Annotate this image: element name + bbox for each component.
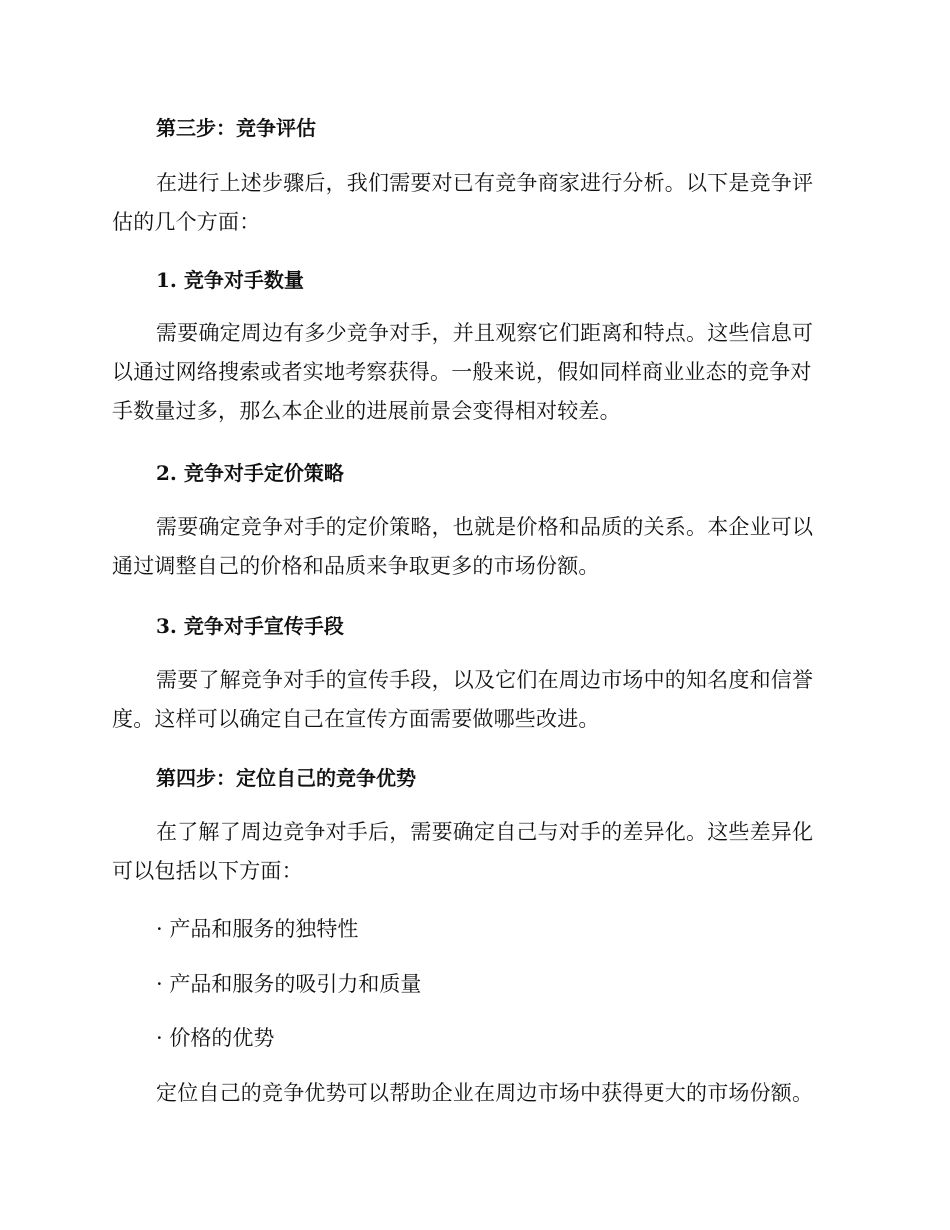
list-item: · 产品和服务的吸引力和质量 (156, 972, 422, 996)
section-heading-step4: 第四步：定位自己的竞争优势 (156, 766, 416, 790)
paragraph-step3-intro: 在进行上述步骤后，我们需要对已有竞争商家进行分析。以下是竞争评估的几个方面： (112, 171, 814, 234)
list-item: · 产品和服务的独特性 (156, 917, 359, 941)
paragraph-competitor-pricing: 需要确定竞争对手的定价策略，也就是价格和品质的关系。本企业可以通过调整自己的价格和品质来争取更多的市场份额。 (112, 515, 814, 578)
paragraph-step4-intro: 在了解了周边竞争对手后，需要确定自己与对手的差异化。这些差异化可以包括以下方面： (112, 820, 814, 883)
paragraph-competitor-count: 需要确定周边有多少竞争对手，并且观察它们距离和特点。这些信息可以通过网络搜索或者实地考察获得。一般来说，假如同样商业业态的竞争对手数量过多，那么本企业的进展前景会变得相对较差。 (112, 321, 814, 423)
paragraph-conclusion: 定位自己的竞争优势可以帮助企业在周边市场中获得更大的市场份额。 (156, 1081, 814, 1105)
subheading-competitor-promotion: 3. 竞争对手宣传手段 (156, 614, 344, 638)
list-item: · 价格的优势 (156, 1026, 275, 1050)
subheading-competitor-pricing: 2. 竞争对手定价策略 (156, 461, 344, 485)
section-heading-step3: 第三步：竞争评估 (156, 116, 316, 140)
paragraph-competitor-promotion: 需要了解竞争对手的宣传手段，以及它们在周边市场中的知名度和信誉度。这样可以确定自己在宣传方面需要做哪些改进。 (112, 668, 814, 731)
subheading-competitor-count: 1. 竞争对手数量 (156, 268, 304, 292)
